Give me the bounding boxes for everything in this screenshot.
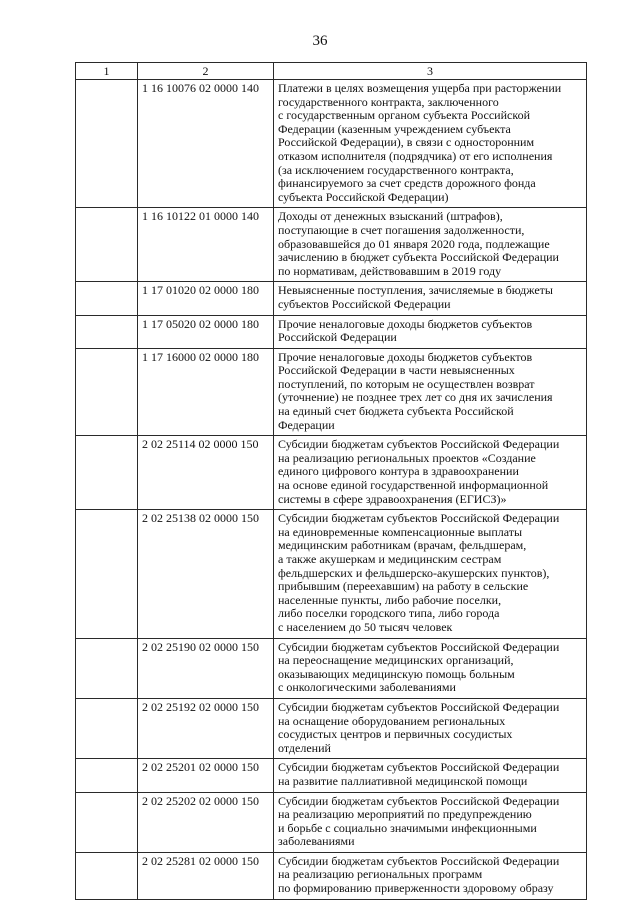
income-code: 2 02 25190 02 0000 150: [138, 638, 274, 698]
income-code: 1 16 10076 02 0000 140: [138, 80, 274, 208]
table-row: [76, 436, 587, 510]
row-empty-cell: [76, 348, 138, 436]
row-empty-cell: [76, 436, 138, 510]
table-row: [76, 348, 587, 436]
page-number: 36: [312, 33, 328, 49]
row-empty-cell: [76, 510, 138, 638]
table-header-row: [76, 63, 587, 80]
table-row: [76, 208, 587, 282]
income-description: Доходы от денежных взысканий (штрафов), поступающие в счет погашения задолженности, образовавшейся до 01 января 2020 года, подлежащие зачислению в бюджет субъекта Российской Федерации по нормативам, действовавшим в 2019 году: [274, 208, 587, 282]
table-row: [76, 638, 587, 698]
table-row: [76, 698, 587, 758]
income-code: 2 02 25114 02 0000 150: [138, 436, 274, 510]
income-description: Прочие неналоговые доходы бюджетов субъектов Российской Федерации: [274, 315, 587, 348]
row-empty-cell: [76, 852, 138, 899]
income-code: 2 02 25202 02 0000 150: [138, 792, 274, 852]
income-code: 2 02 25192 02 0000 150: [138, 698, 274, 758]
income-description: Субсидии бюджетам субъектов Российской Федерации на реализацию региональных программ по формированию приверженности здоровому образу: [274, 852, 587, 899]
income-description: Субсидии бюджетам субъектов Российской Федерации на реализацию мероприятий по предупреждению и борьбе с социально значимыми инфекционными заболеваниями: [274, 792, 587, 852]
income-code: 2 02 25201 02 0000 150: [138, 759, 274, 792]
row-empty-cell: [76, 80, 138, 208]
column-header-3: 3: [274, 63, 587, 80]
row-empty-cell: [76, 315, 138, 348]
table-row: [76, 282, 587, 315]
income-code: 2 02 25281 02 0000 150: [138, 852, 274, 899]
row-empty-cell: [76, 792, 138, 852]
column-header-1: 1: [76, 63, 138, 80]
income-description: Субсидии бюджетам субъектов Российской Федерации на развитие паллиативной медицинской помощи: [274, 759, 587, 792]
row-empty-cell: [76, 282, 138, 315]
income-code: 1 17 01020 02 0000 180: [138, 282, 274, 315]
income-code: 1 17 16000 02 0000 180: [138, 348, 274, 436]
table-row: [76, 852, 587, 899]
income-description: Невыясненные поступления, зачисляемые в бюджеты субъектов Российской Федерации: [274, 282, 587, 315]
table-row: [76, 315, 587, 348]
row-empty-cell: [76, 698, 138, 758]
income-code: 1 17 05020 02 0000 180: [138, 315, 274, 348]
column-header-2: 2: [138, 63, 274, 80]
income-description: Субсидии бюджетам субъектов Российской Федерации на единовременные компенсационные выплаты медицинским работникам (врачам, фельдшерам, а также акушеркам и медицинским сестрам фельдшерских и фельдшерско-акушерских пунктов), прибывшим (переехавшим) на работу в сельские населенные пункты, либо рабочие поселки, либо поселки городского типа, либо города с населением до 50 тысяч человек: [274, 510, 587, 638]
income-description: Прочие неналоговые доходы бюджетов субъектов Российской Федерации в части невыясненных поступлений, по которым не осуществлен возврат (уточнение) не позднее трех лет со дня их зачисления на единый счет бюджета субъекта Российской Федерации: [274, 348, 587, 436]
row-empty-cell: [76, 759, 138, 792]
income-description: Субсидии бюджетам субъектов Российской Федерации на оснащение оборудованием региональных сосудистых центров и первичных сосудистых отделений: [274, 698, 587, 758]
income-code: 1 16 10122 01 0000 140: [138, 208, 274, 282]
income-description: Субсидии бюджетам субъектов Российской Федерации на переоснащение медицинских организаций, оказывающих медицинскую помощь больным с онкологическими заболеваниями: [274, 638, 587, 698]
income-code: 2 02 25138 02 0000 150: [138, 510, 274, 638]
table-row: [76, 792, 587, 852]
row-empty-cell: [76, 638, 138, 698]
table-row: [76, 510, 587, 638]
table-row: [76, 80, 587, 208]
income-description: Платежи в целях возмещения ущерба при расторжении государственного контракта, заключенного с государственным органом субъекта Российской Федерации (казенным учреждением субъекта Российской Федерации), в связи с односторонним отказом исполнителя (подрядчика) от его исполнения (за исключением государственного контракта, финансируемого за счет средств дорожного фонда субъекта Российской Федерации): [274, 80, 587, 208]
budget-classification-table: [75, 62, 587, 900]
income-description: Субсидии бюджетам субъектов Российской Федерации на реализацию региональных проектов «Создание единого цифрового контура в здравоохранении на основе единой государственной информационной системы в сфере здравоохранения (ЕГИСЗ)»: [274, 436, 587, 510]
row-empty-cell: [76, 208, 138, 282]
table-row: [76, 759, 587, 792]
